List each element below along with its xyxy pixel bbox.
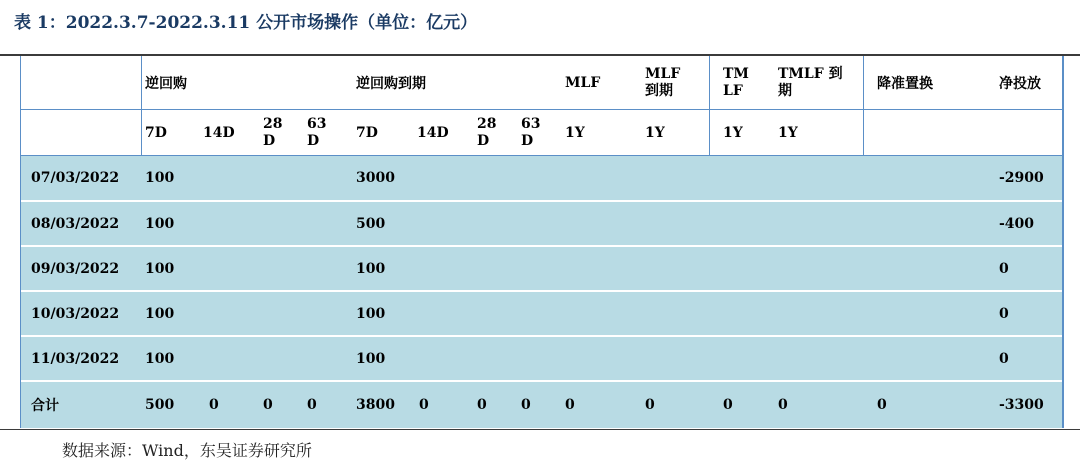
header-mlf-maturity: MLF 到期 bbox=[645, 65, 681, 99]
table-row bbox=[21, 202, 1062, 247]
total-net: -3300 bbox=[999, 397, 1044, 413]
header-rrr-swap: 降准置换 bbox=[877, 75, 933, 92]
row-date: 10/03/2022 bbox=[31, 305, 120, 322]
header-net-injection: 净投放 bbox=[999, 75, 1041, 92]
total-rrm-28d: 0 bbox=[477, 397, 487, 413]
total-rrr-swap: 0 bbox=[877, 397, 887, 413]
table-row bbox=[21, 292, 1062, 337]
header-rr-7d: 7D bbox=[145, 124, 167, 141]
total-rr-7d: 500 bbox=[145, 397, 175, 413]
header-tmlf-maturity-1y: 1Y bbox=[778, 124, 798, 141]
total-label: 合计 bbox=[31, 398, 59, 414]
header-mlf: MLF bbox=[565, 74, 601, 91]
cell-rr-7d: 100 bbox=[145, 215, 175, 232]
header-reverse-repo: 逆回购 bbox=[145, 75, 187, 92]
header-reverse-repo-maturity: 逆回购到期 bbox=[356, 75, 426, 92]
header-rrm-14d: 14D bbox=[417, 124, 449, 141]
total-mlf-maturity: 0 bbox=[645, 397, 655, 413]
header-row-2 bbox=[21, 110, 1062, 156]
total-rrm-14d: 0 bbox=[419, 397, 429, 413]
total-rr-14d: 0 bbox=[209, 397, 219, 413]
source-note: 数据来源：Wind，东吴证券研究所 bbox=[62, 441, 312, 460]
cell-rrm-7d: 100 bbox=[356, 260, 386, 277]
bottom-rule bbox=[0, 429, 1080, 430]
total-rrm-7d: 3800 bbox=[356, 397, 395, 413]
table-row bbox=[21, 247, 1062, 292]
header-tmlf-maturity: TMLF 到 期 bbox=[778, 65, 843, 99]
header-rrm-63d: 63 D bbox=[521, 115, 541, 149]
row-date: 07/03/2022 bbox=[31, 170, 120, 186]
cell-rr-7d: 100 bbox=[145, 350, 175, 367]
cell-rrm-7d: 3000 bbox=[356, 170, 395, 186]
cell-rrm-7d: 500 bbox=[356, 215, 386, 232]
row-date: 11/03/2022 bbox=[31, 350, 120, 367]
header-rrm-28d: 28 D bbox=[477, 115, 497, 149]
header-row-1 bbox=[21, 56, 1062, 110]
cell-rr-7d: 100 bbox=[145, 170, 175, 186]
row-date: 09/03/2022 bbox=[31, 260, 120, 277]
open-market-operations-table bbox=[20, 56, 1064, 428]
total-mlf: 0 bbox=[565, 397, 575, 413]
total-rr-28d: 0 bbox=[263, 397, 273, 413]
cell-net: -2900 bbox=[999, 170, 1044, 186]
cell-rr-7d: 100 bbox=[145, 305, 175, 322]
table-caption: 表 1：2022.3.7-2022.3.11 公开市场操作（单位：亿元） bbox=[14, 13, 478, 33]
table-row bbox=[21, 156, 1062, 202]
cell-net: 0 bbox=[999, 260, 1009, 277]
header-rrm-7d: 7D bbox=[356, 124, 378, 141]
total-tmlf: 0 bbox=[723, 397, 733, 413]
total-rrm-63d: 0 bbox=[521, 397, 531, 413]
header-rr-63d: 63 D bbox=[307, 115, 327, 149]
cell-rrm-7d: 100 bbox=[356, 350, 386, 367]
cell-net: 0 bbox=[999, 305, 1009, 322]
header-rr-14d: 14D bbox=[203, 124, 235, 141]
cell-rrm-7d: 100 bbox=[356, 305, 386, 322]
total-tmlf-maturity: 0 bbox=[778, 397, 788, 413]
header-mlf-maturity-1y: 1Y bbox=[645, 124, 665, 141]
total-rr-63d: 0 bbox=[307, 397, 317, 413]
header-rr-28d: 28 D bbox=[263, 115, 283, 149]
table-row bbox=[21, 337, 1062, 382]
row-date: 08/03/2022 bbox=[31, 215, 120, 232]
cell-rr-7d: 100 bbox=[145, 260, 175, 277]
cell-net: -400 bbox=[999, 215, 1035, 232]
total-row bbox=[21, 382, 1062, 428]
cell-net: 0 bbox=[999, 350, 1009, 367]
header-tmlf-1y: 1Y bbox=[723, 124, 743, 141]
header-mlf-1y: 1Y bbox=[565, 124, 585, 141]
header-tmlf: TM LF bbox=[723, 65, 749, 99]
